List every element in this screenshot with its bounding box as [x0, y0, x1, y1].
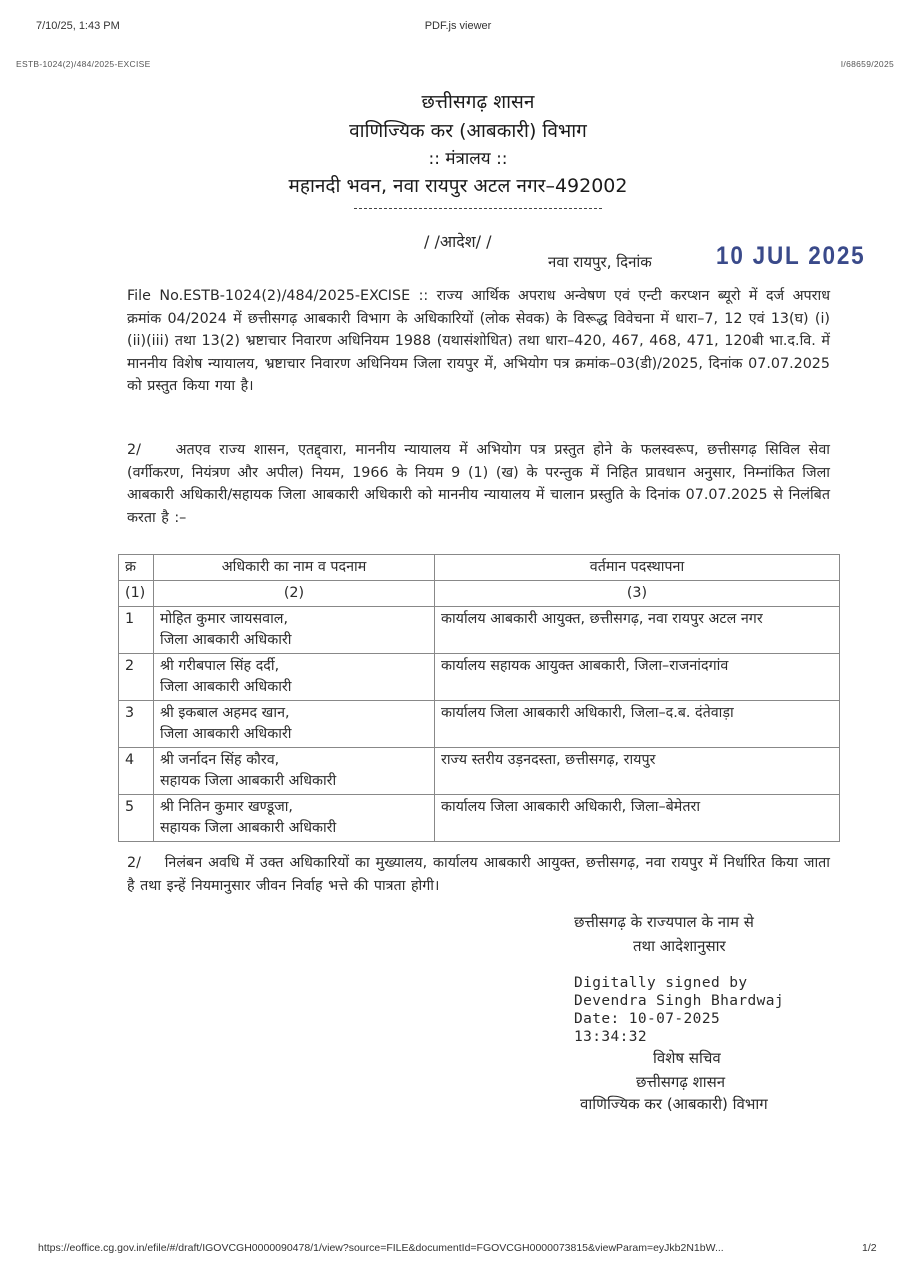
digital-signature — [574, 974, 784, 1046]
header-ministry: :: मंत्रालय :: — [428, 149, 508, 169]
officer-designation: जिला आबकारी अधिकारी — [160, 679, 292, 695]
date-stamp: 10 JUL 2025 — [716, 242, 866, 270]
header-officer-name: अधिकारी का नाम व पदनाम — [154, 555, 435, 581]
header-department: वाणिज्यिक कर (आबकारी) विभाग — [349, 120, 587, 142]
table-row — [119, 654, 840, 701]
header-serial: क्र — [119, 555, 154, 581]
posting-cell: कार्यालय जिला आबकारी अधिकारी, जिला–द.ब. दंतेवाड़ा — [435, 701, 840, 748]
posting-cell: कार्यालय आबकारी आयुक्त, छत्तीसगढ़, नवा रायपुर अटल नगर — [435, 607, 840, 654]
print-url: https://eoffice.cg.gov.in/efile/#/draft/IGOVCGH0000090478/1/view?source=FILE&documentId=FGOVCGH0000073815&viewParam=eyJkb2N1bW... — [38, 1242, 724, 1254]
authority-line-2: तथा आदेशानुसार — [633, 937, 726, 955]
officer-name: श्री इकबाल अहमद खान, — [160, 705, 290, 721]
digital-signature-signer: Devendra Singh Bhardwaj — [574, 993, 784, 1009]
paragraph-2 — [127, 439, 830, 529]
paragraph-3-number: 2/ — [127, 855, 141, 871]
subheader-3: (3) — [435, 581, 840, 607]
row-number: 4 — [119, 748, 154, 795]
table-row — [119, 748, 840, 795]
officer-name: श्री जर्नादन सिंह कौरव, — [160, 752, 280, 768]
row-number: 1 — [119, 607, 154, 654]
file-reference-right: I/68659/2025 — [840, 59, 894, 69]
officer-designation: जिला आबकारी अधिकारी — [160, 632, 292, 648]
digital-signature-time: 13:34:32 — [574, 1029, 648, 1045]
print-page-title: PDF.js viewer — [424, 20, 492, 32]
officer-cell — [154, 654, 435, 701]
header-divider — [354, 208, 602, 209]
officer-cell — [154, 795, 435, 842]
signatory-org-2: वाणिज्यिक कर (आबकारी) विभाग — [580, 1095, 768, 1113]
posting-cell: कार्यालय सहायक आयुक्त आबकारी, जिला–राजनांदगांव — [435, 654, 840, 701]
officer-name: श्री नितिन कुमार खण्डूजा, — [160, 799, 293, 815]
digital-signature-date: Date: 10-07-2025 — [574, 1011, 721, 1027]
officer-designation: सहायक जिला आबकारी अधिकारी — [160, 820, 337, 836]
signatory-org-1: छत्तीसगढ़ शासन — [636, 1073, 726, 1091]
officer-cell — [154, 701, 435, 748]
paragraph-1: File No.ESTB-1024(2)/484/2025-EXCISE :: राज्य आर्थिक अपराध अन्वेषण एवं एन्टी करप्शन ब्यूरो में दर्ज अपराध क्रमांक 04/2024 में छत्तीसगढ़ आबकारी विभाग के अधिकारियों (लोक सेवक) के विरूद्ध विवेचना में धारा–7, 12 एवं 13(घ) (i)(ii)(iii) तथा 13(2) भ्रष्टाचार निवारण अधिनियम 1988 (यथासंशोधित) तथा धारा–420, 467, 468, 471, 120बी भा.द.वि. में माननीय विशेष न्यायालय, भ्रष्टाचार निवारण अधिनियम जिला रायपुर में, अभियोग पत्र क्रमांक–03(डी)/2025, दिनांक 07.07.2025 को प्रस्तुत किया गया है। — [127, 288, 830, 395]
subheader-1: (1) — [119, 581, 154, 607]
officer-designation: सहायक जिला आबकारी अधिकारी — [160, 773, 337, 789]
paragraph-2-text: अतएव राज्य शासन, एतद्द्वारा, माननीय न्यायालय में अभियोग पत्र प्रस्तुत होने के फलस्वरूप, छत्तीसगढ़ सिविल सेवा (वर्गीकरण, नियंत्रण और अपील) नियम, 1966 के नियम 9 (1) (ख) के परन्तुक में निहित प्रावधान अनुसार, निम्नांकित जिला आबकारी अधिकारी/सहायक जिला आबकारी अधिकारी को माननीय न्यायालय में चालान प्रस्तुति के दिनांक 07.07.2025 से निलंबित करता है :– — [127, 442, 830, 526]
subheader-2: (2) — [154, 581, 435, 607]
order-place-date-label: नवा रायपुर, दिनांक — [548, 253, 652, 271]
table-subheader-row — [119, 581, 840, 607]
header-posting: वर्तमान पदस्थापना — [435, 555, 840, 581]
posting-cell: राज्य स्तरीय उड़नदस्ता, छत्तीसगढ़, रायपुर — [435, 748, 840, 795]
print-timestamp: 7/10/25, 1:43 PM — [36, 20, 120, 32]
row-number: 3 — [119, 701, 154, 748]
paragraph-3 — [127, 852, 830, 897]
officer-name: श्री गरीबपाल सिंह दर्दी, — [160, 658, 280, 674]
table-row — [119, 701, 840, 748]
row-number: 2 — [119, 654, 154, 701]
order-title: / /आदेश/ / — [424, 232, 492, 251]
digital-signature-line-1: Digitally signed by — [574, 975, 748, 991]
header-address: महानदी भवन, नवा रायपुर अटल नगर–492002 — [288, 175, 628, 197]
paragraph-2-number: 2/ — [127, 442, 141, 458]
table-header-row — [119, 555, 840, 581]
row-number: 5 — [119, 795, 154, 842]
officer-designation: जिला आबकारी अधिकारी — [160, 726, 292, 742]
signatory-designation: विशेष सचिव — [653, 1049, 721, 1067]
table-row — [119, 607, 840, 654]
table-row — [119, 795, 840, 842]
posting-cell: कार्यालय जिला आबकारी अधिकारी, जिला–बेमेतरा — [435, 795, 840, 842]
officer-name: मोहित कुमार जायसवाल, — [160, 611, 289, 627]
header-government: छत्तीसगढ़ शासन — [421, 91, 535, 113]
file-reference-left: ESTB-1024(2)/484/2025-EXCISE — [16, 59, 151, 69]
officer-cell — [154, 748, 435, 795]
print-page-number: 1/2 — [862, 1242, 877, 1254]
officers-table — [118, 554, 840, 842]
authority-line-1: छत्तीसगढ़ के राज्यपाल के नाम से — [574, 913, 754, 931]
paragraph-3-text: निलंबन अवधि में उक्त अधिकारियों का मुख्यालय, कार्यालय आबकारी आयुक्त, छत्तीसगढ़, नवा रायपुर में निर्धारित किया जाता है तथा इन्हें नियमानुसार जीवन निर्वाह भत्ते की पात्रता होगी। — [127, 855, 830, 894]
officer-cell — [154, 607, 435, 654]
